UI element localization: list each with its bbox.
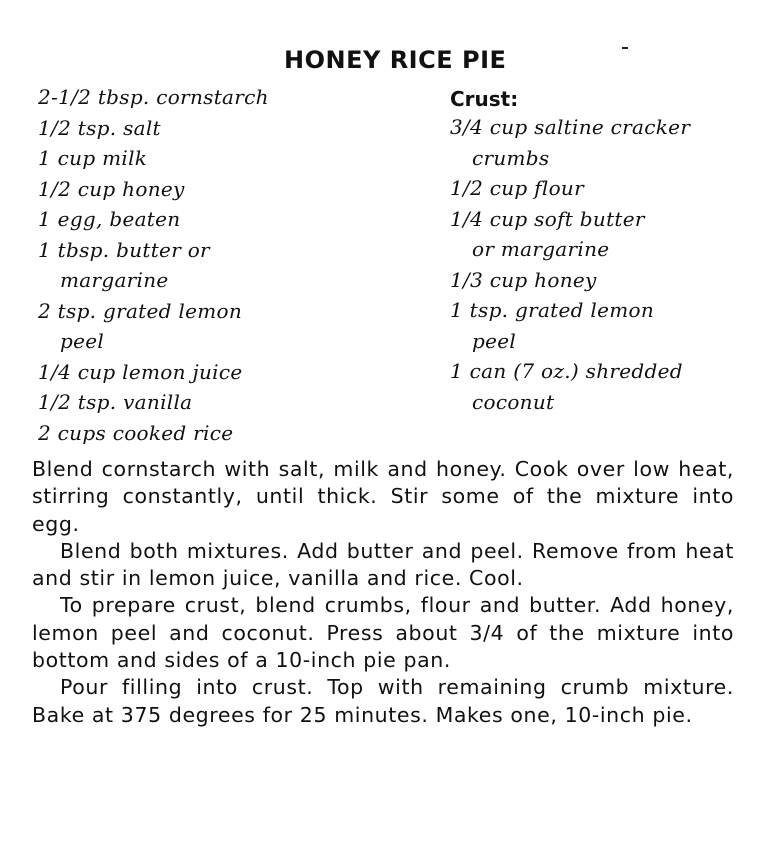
ingredient-item: 1/2 tsp. salt: [38, 115, 161, 140]
ingredient-item: 1 can (7 oz.) shredded coconut: [450, 359, 683, 414]
ingredient-item: 2 cups cooked rice: [38, 420, 234, 445]
ingredient-item: 1 tsp. grated lemon peel: [450, 298, 655, 353]
direction-paragraph: Blend both mixtures. Add butter and peel. Remove from heat and stir in lemon juice, vanilla and rice. Cool.: [32, 538, 734, 591]
crust-ingredient-list: [450, 82, 760, 417]
ingredient-item: 1/2 cup flour: [450, 176, 584, 200]
crust-heading: Crust:: [450, 87, 519, 111]
ingredient-item: 1/4 cup soft butter or margarine: [450, 206, 645, 261]
ingredient-item: 3/4 cup saltine cracker crumbs: [450, 115, 691, 170]
ingredient-item: 1/4 cup lemon juice: [38, 359, 243, 384]
direction-paragraph: Blend cornstarch with salt, milk and honey. Cook over low heat, stirring constantly, until thick. Stir some of the mixture into egg.: [32, 457, 734, 536]
ingredient-item: 1/2 tsp. vanilla: [38, 390, 193, 414]
recipe-directions: [32, 456, 734, 729]
ingredient-item: 1 egg, beaten: [38, 207, 181, 231]
ingredient-item: 2 tsp. grated lemon peel: [38, 298, 243, 353]
print-speck: [622, 47, 628, 49]
ingredient-item: 1/2 cup honey: [38, 176, 185, 201]
ingredient-item: 1 tbsp. butter or margarine: [38, 237, 210, 292]
filling-ingredient-list: [38, 82, 408, 448]
ingredient-item: 1/3 cup honey: [450, 267, 597, 292]
recipe-title: HONEY RICE PIE: [284, 46, 507, 74]
ingredient-item: 2-1/2 tbsp. cornstarch: [38, 85, 269, 109]
ingredient-item: 1 cup milk: [38, 146, 148, 170]
direction-paragraph: Pour filling into crust. Top with remaining crumb mixture. Bake at 375 degrees for 25 minutes. Makes one, 10-inch pie.: [32, 675, 734, 727]
direction-paragraph: To prepare crust, blend crumbs, flour and butter. Add honey, lemon peel and coconut. Press about 3/4 of the mixture into bottom and sides of a 10-inch pie pan.: [32, 593, 734, 673]
